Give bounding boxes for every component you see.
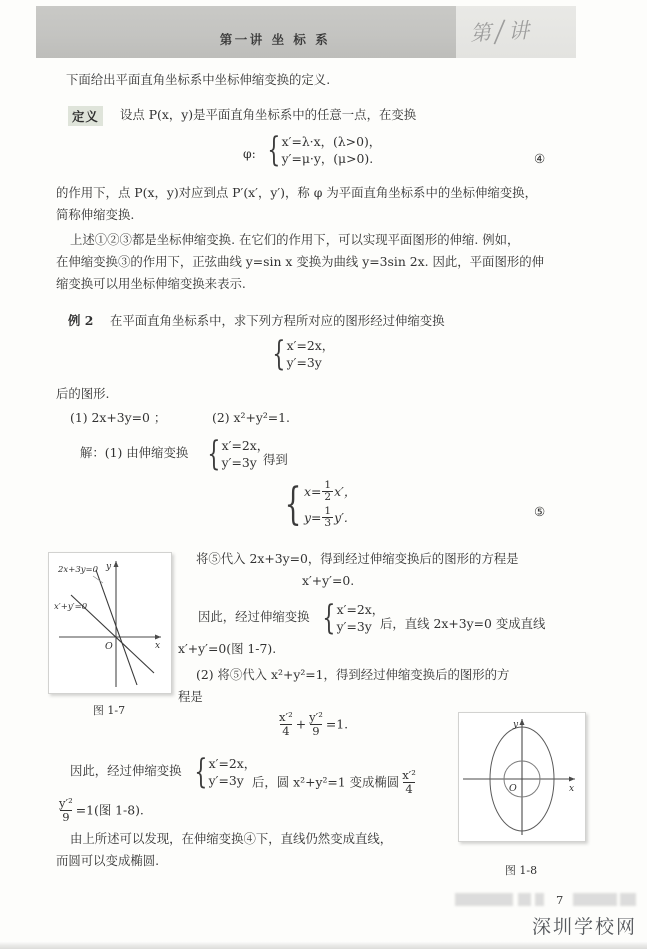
svg-text:O: O	[509, 783, 517, 794]
conclusion1-row-2: y′=3y	[336, 619, 372, 634]
figure-1-8-graph	[459, 713, 585, 841]
svg-text:O: O	[105, 641, 113, 652]
site-watermark: 深圳学校网	[528, 910, 641, 941]
equation-number-4: ④	[534, 151, 546, 166]
svg-text:y: y	[513, 720, 519, 730]
figure-1-8	[458, 712, 586, 842]
fraction-third: $\frac{1}{3}$	[324, 505, 332, 529]
svg-text:y: y	[106, 562, 112, 572]
example-label: 例 2	[68, 313, 94, 328]
solution-transform-row-2: y′=3y	[221, 455, 257, 470]
brace-icon: {	[267, 130, 281, 170]
example-item-2: (2) x²+y²=1.	[212, 410, 290, 425]
brace-icon: {	[207, 434, 221, 474]
conclusion2-middle: 后，圆 x²+y²=1 变成椭圆 $\frac{\text{x′²}}{4}$	[252, 768, 416, 796]
example-after-transform: 后的图形.	[56, 386, 110, 401]
brace-icon: {	[272, 334, 286, 374]
conclusion2-tail: $\frac{\text{y′²}}{9}$ =1(图 1-8).	[59, 796, 144, 824]
svg-text:x′+y′=0: x′+y′=0	[54, 602, 88, 612]
page-bottom-edge	[0, 941, 647, 949]
footer-decoration-mid2	[535, 893, 544, 906]
part2-line-2: 程是	[178, 689, 203, 704]
example-transform-row-2: y′=3y	[286, 355, 322, 370]
conclusion1-row-1: x′=2x，	[336, 602, 385, 617]
fraction-y-prime-sq-over-9: $\frac{\text{y′²}}{9}$	[59, 796, 73, 824]
fraction-x-squared-over-4: $\frac{\text{x′²}}{4}$	[279, 710, 293, 738]
example-transform-system	[268, 334, 335, 374]
page-header-title: 第一讲 坐 标 系	[219, 32, 331, 47]
footer-decoration-mid	[518, 893, 531, 906]
substitute-line-1: 将⑤代入 2x+3y=0，得到经过伸缩变换后的图形的方程是	[196, 551, 519, 566]
conclusion2-row-1: x′=2x，	[208, 756, 257, 771]
solution-transform-system	[203, 434, 270, 474]
conclusion1-system	[318, 598, 385, 638]
conclusion2-prefix: 因此，经过伸缩变换	[70, 763, 182, 778]
definition-text: 设点 P(x，y)是平面直角坐标系中的任意一点，在变换	[120, 107, 417, 122]
example-transform-row-1: x′=2x，	[286, 338, 335, 353]
phi-row-2: y′=μ·y，(μ>0).	[281, 151, 374, 166]
example-item-1: (1) 2x+3y=0 ；	[70, 410, 167, 425]
footer-decoration-right2	[620, 893, 636, 906]
conclusion1-middle: 后，直线 2x+3y=0 变成直线	[380, 616, 546, 631]
ellipse-equation: $\frac{\text{x′²}}{4}$ + $\frac{\text{y′²}}{9}$ =1.	[279, 710, 349, 738]
fraction-y-squared-over-9: $\frac{\text{y′²}}{9}$	[309, 710, 323, 738]
paragraph2-line-2: 在伸缩变换③的作用下，正弦曲线 y=sin x 变换为曲线 y=3sin 2x. 因此，平面图形的伸	[56, 254, 545, 269]
substitute-result: x′+y′=0.	[302, 573, 355, 588]
equation5-system	[279, 479, 356, 531]
after-definition-line-1: 的作用下，点 P(x，y)对应到点 P′(x′，y′)，称 φ 为平面直角坐标系中的坐标伸缩变换，	[56, 185, 537, 200]
figure-1-7	[48, 552, 172, 694]
phi-symbol: φ:	[243, 146, 256, 161]
conclusion1-tail: x′+y′=0(图 1-7).	[178, 641, 277, 656]
svg-text:x: x	[569, 784, 575, 794]
paragraph2-line-3: 缩变换可以用坐标伸缩变换来表示.	[56, 276, 246, 291]
equation5-row-x: x= $\frac{1}{2}$ x′，	[304, 479, 357, 503]
footer-decoration-left	[455, 893, 513, 906]
svg-text:2x+3y=0: 2x+3y=0	[58, 565, 99, 575]
solution-prefix: 解：(1) 由伸缩变换	[80, 445, 189, 460]
equation5-row-y: y= $\frac{1}{3}$ y′.	[304, 505, 348, 529]
conclusion1-prefix: 因此，经过伸缩变换	[198, 609, 310, 624]
definition-label: 定义	[68, 106, 103, 126]
part2-line-1: (2) 将⑤代入 x²+y²=1，得到经过伸缩变换后的图形的方	[196, 667, 510, 682]
footer-decoration-right	[573, 893, 617, 906]
solution-transform-row-1: x′=2x，	[221, 438, 270, 453]
figure-1-7-graph	[49, 553, 171, 693]
page-number: 7	[556, 893, 564, 907]
example-statement: 在平面直角坐标系中，求下列方程所对应的图形经过伸缩变换	[110, 313, 445, 328]
brace-icon: {	[284, 479, 302, 530]
final-line-2: 而圆可以变成椭圆.	[56, 853, 160, 868]
fraction-half: $\frac{1}{2}$	[324, 479, 332, 503]
brace-icon: {	[194, 752, 208, 792]
phi-row-1: x′=λ·x，(λ>0)，	[281, 134, 382, 149]
after-definition-line-2: 简称伸缩变换.	[56, 207, 135, 222]
phi-system	[263, 130, 382, 170]
solution-suffix: 得到	[263, 452, 288, 467]
figure-1-7-caption: 图 1-7	[92, 704, 126, 717]
figure-1-8-caption: 图 1-8	[504, 864, 538, 877]
conclusion2-system	[190, 752, 257, 792]
intro-line: 下面给出平面直角坐标系中坐标伸缩变换的定义.	[66, 72, 331, 87]
svg-text:x: x	[155, 641, 161, 651]
final-line-1: 由上所述可以发现，在伸缩变换④下，直线仍然变成直线，	[70, 831, 393, 846]
conclusion2-row-2: y′=3y	[208, 773, 244, 788]
fraction-x-prime-sq-over-4: $\frac{\text{x′²}}{4}$	[402, 768, 416, 796]
handwritten-annotation: 第/讲	[469, 13, 535, 51]
paragraph2-line-1: 上述①②③都是坐标伸缩变换. 在它们的作用下，可以实现平面图形的伸缩. 例如，	[70, 232, 520, 247]
brace-icon: {	[322, 598, 336, 638]
equation-number-5: ⑤	[534, 504, 546, 519]
